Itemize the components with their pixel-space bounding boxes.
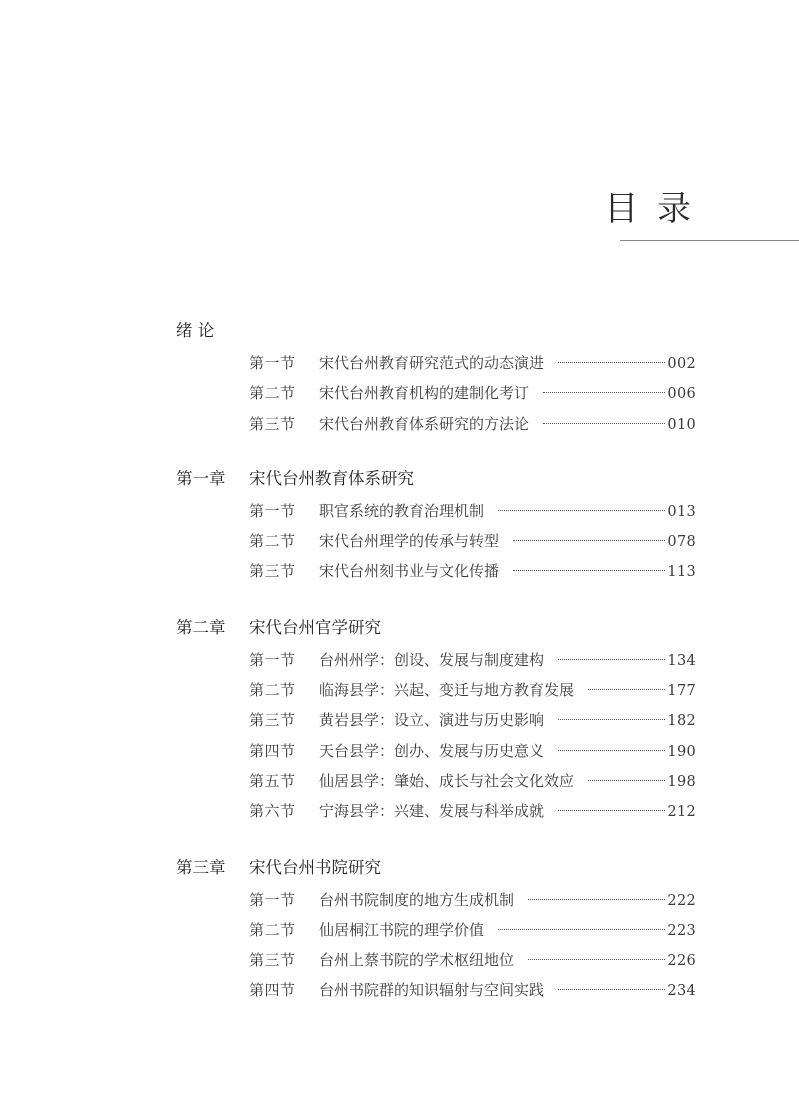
page-number: 002 (667, 356, 696, 372)
section-title: 宋代台州教育机构的建制化考订 (319, 384, 530, 403)
section-title: 宋代台州理学的传承与转型 (319, 532, 500, 551)
toc-entry[interactable] (176, 915, 696, 945)
page-number: 198 (667, 773, 696, 790)
toc-entry[interactable] (176, 736, 696, 766)
chapter-number: 第一章 (176, 468, 226, 488)
section-title: 仙居县学：肇始、成长与社会文化效应 (319, 771, 575, 790)
section-title: 台州书院制度的地方生成机制 (319, 890, 515, 909)
page-number: 226 (667, 953, 696, 970)
page-number: 134 (667, 652, 696, 669)
section-number: 第一节 (249, 354, 296, 372)
chapter-title: 宋代台州教育体系研究 (249, 468, 414, 488)
toc-entry[interactable] (176, 705, 696, 735)
section-number: 第三节 (249, 711, 296, 730)
section-number: 第二节 (249, 920, 296, 939)
toc-entry[interactable] (176, 975, 696, 1005)
dot-leader (543, 392, 665, 393)
section-number: 第一节 (249, 501, 296, 520)
section-number: 第三节 (249, 951, 296, 970)
chapter-heading[interactable] (176, 466, 696, 492)
chapter-heading[interactable] (176, 855, 696, 881)
chapter-title: 宋代台州书院研究 (249, 857, 381, 877)
page-number: 078 (667, 534, 696, 551)
dot-leader (558, 659, 665, 660)
dot-leader (558, 750, 665, 751)
dot-leader (498, 929, 665, 930)
spacer (176, 587, 696, 615)
dot-leader (543, 423, 665, 424)
section-title: 宋代台州教育体系研究的方法论 (319, 414, 530, 433)
toc-entry[interactable] (176, 885, 696, 915)
page-number: 182 (667, 713, 696, 730)
page-number: 212 (667, 804, 696, 821)
title-rule (620, 240, 799, 241)
section-title: 台州州学：创设、发展与制度建构 (319, 650, 545, 669)
section-title: 台州书院群的知识辐射与空间实践 (319, 981, 545, 1000)
spacer (176, 439, 696, 466)
section-number: 第五节 (249, 771, 296, 790)
section-number: 第三节 (249, 562, 296, 581)
chapter-number: 第二章 (176, 617, 226, 637)
chapter-title: 宋代台州官学研究 (249, 617, 381, 637)
table-of-contents (176, 318, 696, 1006)
page-number: 223 (667, 922, 696, 939)
section-number: 第三节 (249, 414, 296, 433)
page-number: 222 (667, 892, 696, 909)
section-title: 仙居桐江书院的理学价值 (319, 920, 485, 939)
section-number: 第六节 (249, 802, 296, 821)
chapter-intro (176, 318, 696, 439)
section-title: 宋代台州刻书业与文化传播 (319, 562, 500, 581)
section-title: 黄岩县学：设立、演进与历史影响 (319, 711, 545, 730)
chapter-3 (176, 855, 696, 1006)
section-title: 宋代台州教育研究范式的动态演进 (319, 354, 545, 372)
section-number: 第二节 (249, 532, 296, 551)
page-number: 006 (667, 386, 696, 403)
toc-entry[interactable] (176, 378, 696, 408)
chapter-2 (176, 615, 696, 827)
toc-entry[interactable] (176, 556, 696, 586)
toc-entry[interactable] (176, 945, 696, 975)
toc-entry[interactable] (176, 409, 696, 439)
chapter-heading[interactable] (176, 615, 696, 641)
section-number: 第一节 (249, 650, 296, 669)
toc-entry[interactable] (176, 496, 696, 526)
page-number: 177 (667, 683, 696, 700)
chapter-number: 第三章 (176, 857, 226, 877)
toc-entry[interactable] (176, 675, 696, 705)
section-title: 天台县学：创办、发展与历史意义 (319, 741, 545, 760)
page-number: 234 (667, 983, 696, 1000)
dot-leader (558, 810, 665, 811)
dot-leader (513, 540, 665, 541)
section-title: 台州上蔡书院的学术枢纽地位 (319, 951, 515, 970)
dot-leader (498, 510, 665, 511)
page-number: 190 (667, 743, 696, 760)
toc-entry[interactable] (176, 645, 696, 675)
chapter-heading (176, 318, 696, 344)
toc-entry[interactable] (176, 766, 696, 796)
section-number: 第一节 (249, 890, 296, 909)
section-number: 第二节 (249, 384, 296, 403)
toc-entry[interactable] (176, 796, 696, 826)
section-title: 宁海县学：兴建、发展与科举成就 (319, 802, 545, 821)
dot-leader (528, 899, 665, 900)
chapter-1 (176, 466, 696, 587)
toc-entry[interactable] (176, 526, 696, 556)
spacer (176, 827, 696, 855)
page-number: 113 (667, 564, 696, 581)
dot-leader (588, 689, 665, 690)
section-number: 第四节 (249, 741, 296, 760)
section-title: 临海县学：兴起、变迁与地方教育发展 (319, 681, 575, 700)
dot-leader (528, 959, 665, 960)
toc-entry[interactable] (176, 348, 696, 378)
dot-leader (558, 362, 665, 363)
dot-leader (558, 719, 665, 720)
section-title: 职官系统的教育治理机制 (319, 501, 485, 520)
page-number: 013 (667, 503, 696, 520)
chapter-number: 绪 论 (176, 321, 215, 340)
dot-leader (558, 989, 665, 990)
section-number: 第二节 (249, 681, 296, 700)
section-number: 第四节 (249, 981, 296, 1000)
dot-leader (588, 780, 665, 781)
page-title: 目 录 (604, 189, 695, 229)
dot-leader (513, 570, 665, 571)
page-number: 010 (667, 416, 696, 433)
